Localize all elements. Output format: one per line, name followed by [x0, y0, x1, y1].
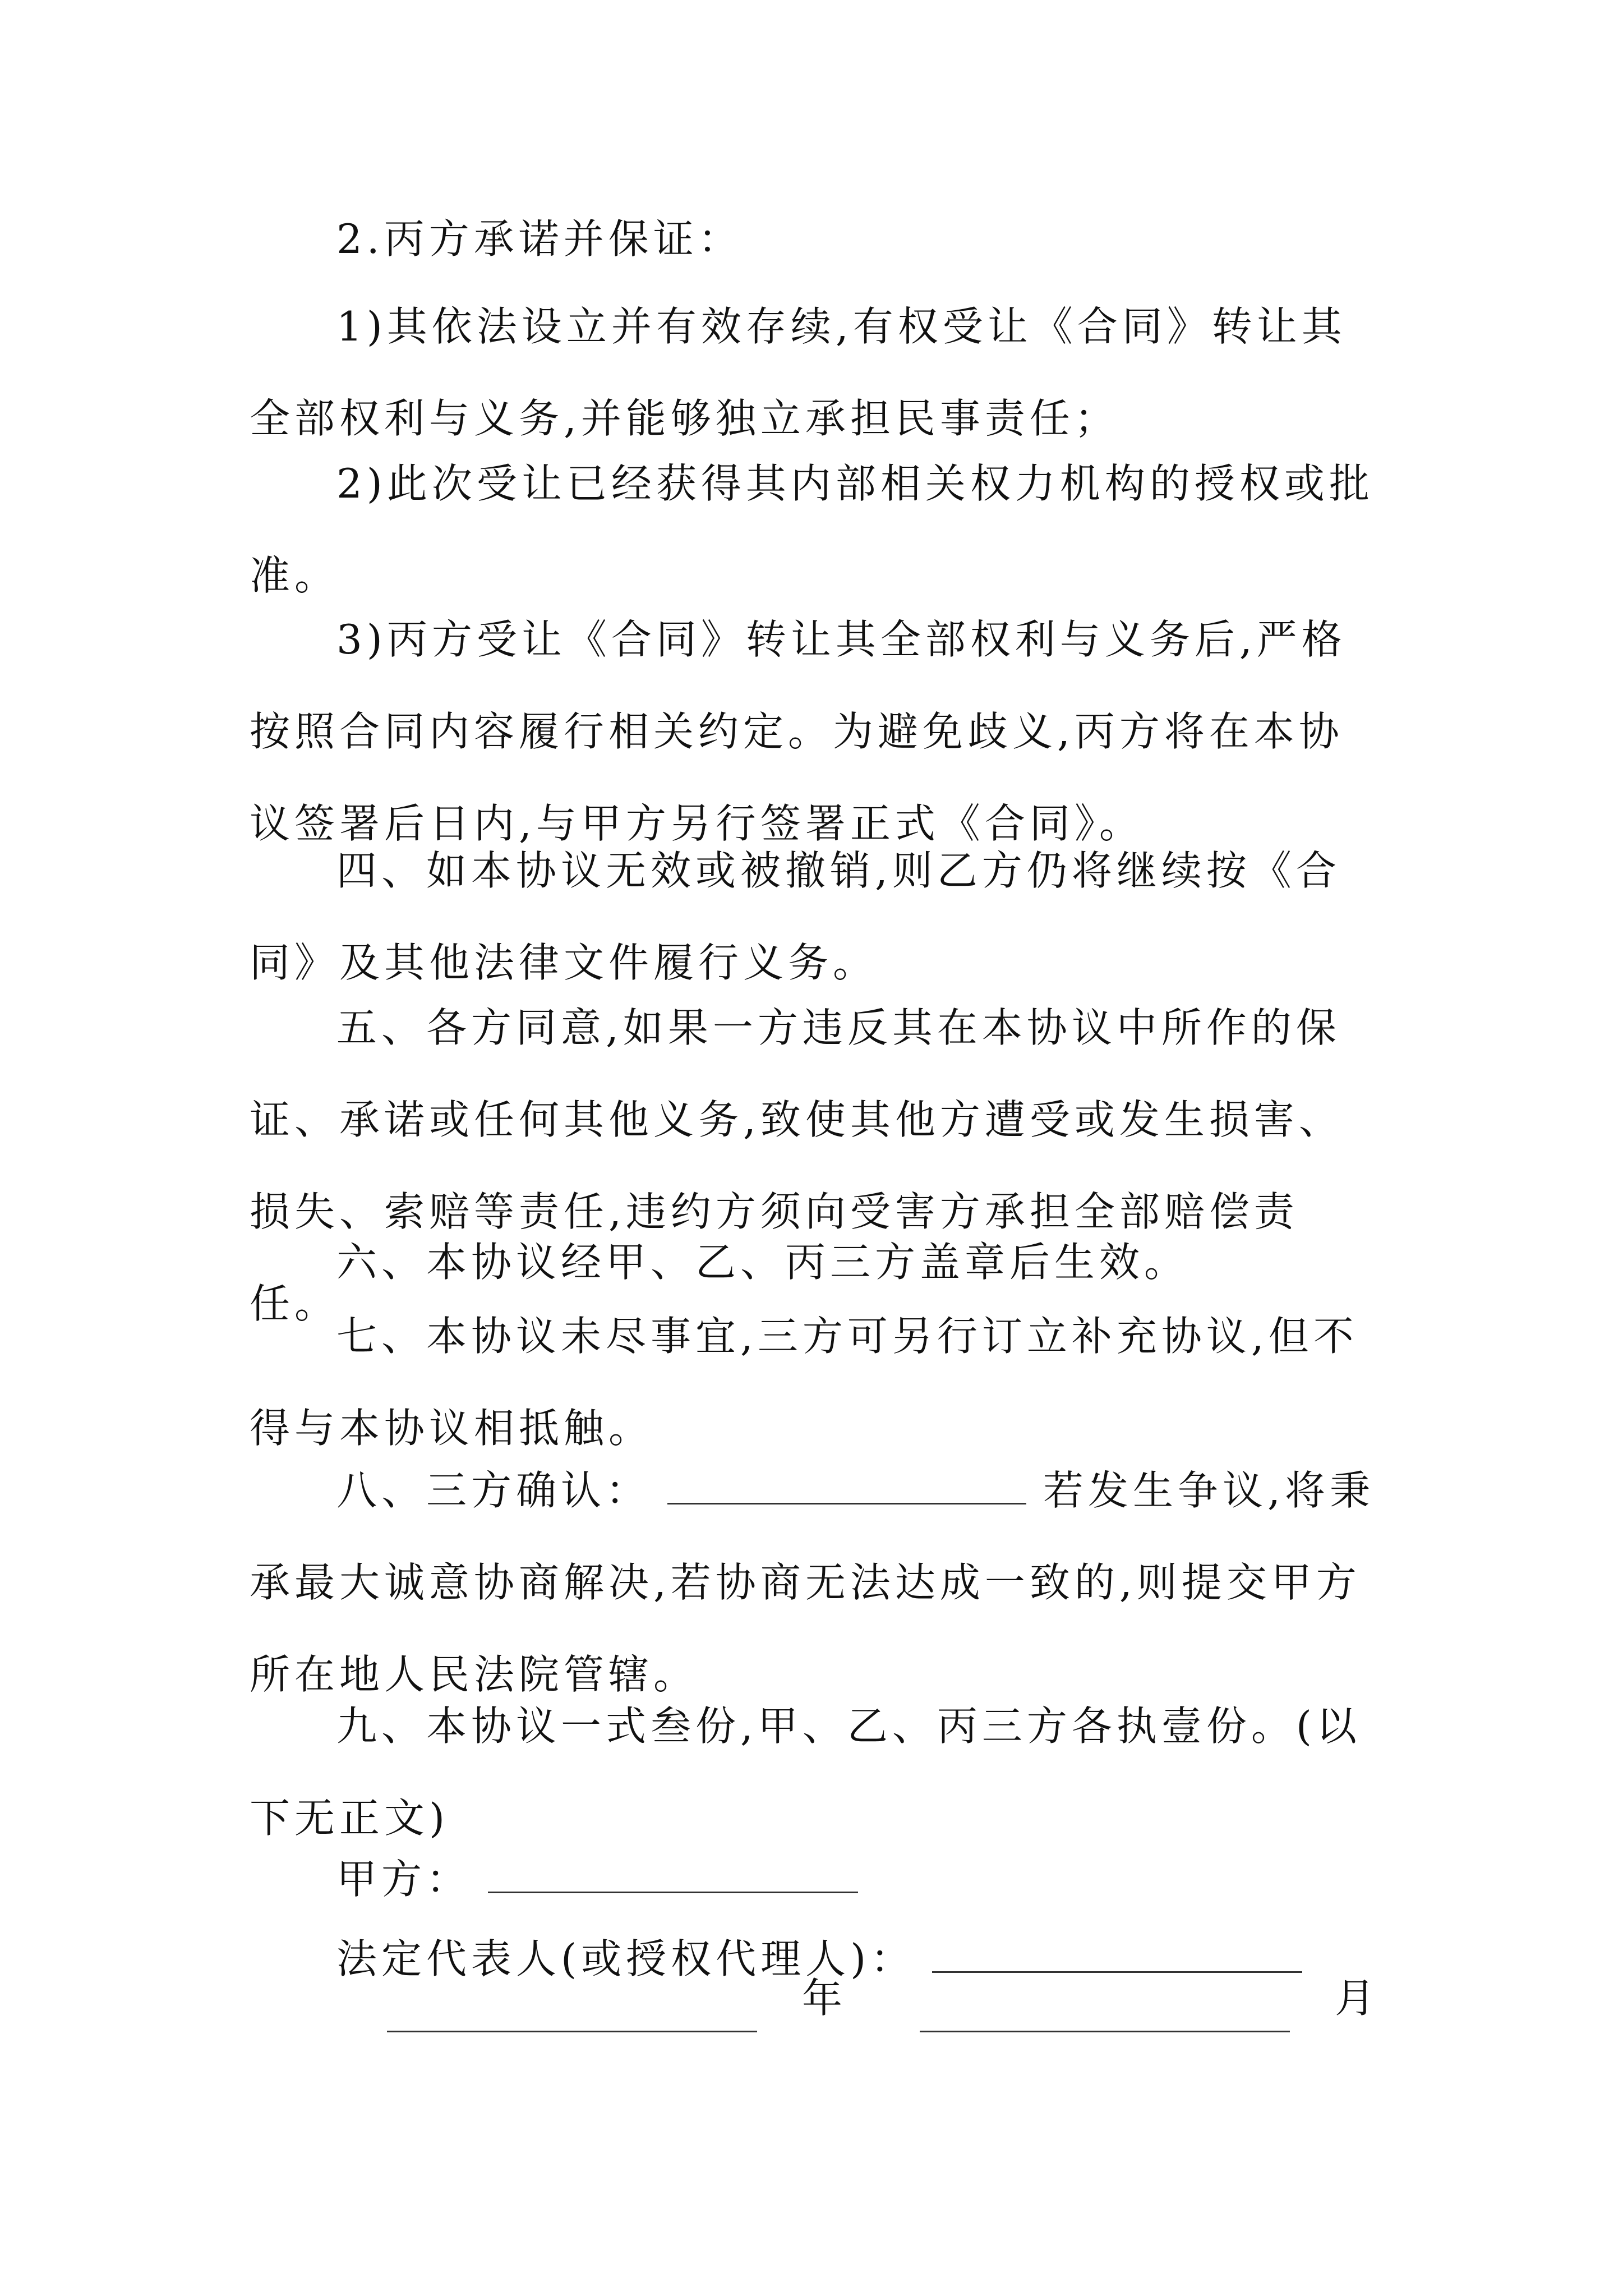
- clause-7: 七、本协议未尽事宜,三方可另行订立补充协议,但不得与本协议相抵触。: [250, 1313, 1358, 1452]
- clause-2-item-2: 2)此次受让已经获得其内部相关权力机构的授权或批准。: [250, 460, 1374, 599]
- clause-4: 四、如本协议无效或被撤销,则乙方仍将继续按《合同》及其他法律文件履行义务。: [250, 847, 1341, 986]
- legal-rep-blank[interactable]: [932, 1932, 1302, 1973]
- month-label: 月: [1335, 1975, 1380, 2022]
- legal-rep-label: 法定代表人(或授权代理人)：: [336, 1935, 916, 1982]
- clause-8-blank[interactable]: [667, 1464, 1026, 1504]
- party-a-blank[interactable]: [488, 1852, 858, 1893]
- party-a-label: 甲方：: [336, 1856, 472, 1903]
- clause-2-item-3: 3)丙方受让《合同》转让其全部权利与义务后,严格按照合同内容履行相关约定。为避免歧义,丙方将在本协议签署后日内,与甲方另行签署正式《合同》。: [250, 616, 1347, 847]
- clause-6: 六、本协议经甲、乙、丙三方盖章后生效。: [336, 1239, 1189, 1286]
- date-month-blank[interactable]: [920, 2031, 1290, 2032]
- clause-8-text: 若发生争议,将秉承最大诚意协商解决,若协商无法达成一致的,则提交甲方所在地人民法院管辖。: [250, 1467, 1375, 1698]
- clause-8-prefix: 八、三方确认：: [336, 1467, 651, 1514]
- clause-2-item-1: 1)其依法设立并有效存续,有权受让《合同》转让其全部权利与义务,并能够独立承担民事责任；: [250, 303, 1347, 442]
- clause-8: [250, 1444, 1382, 1720]
- clause-9: 九、本协议一式叁份,甲、乙、丙三方各执壹份。(以下无正文): [250, 1703, 1361, 1842]
- clause-5: 五、各方同意,如果一方违反其在本协议中所作的保证、承诺或任何其他义务,致使其他方遭受或发生损害、损失、索赔等责任,违约方须向受害方承担全部赔偿责任。: [250, 1004, 1344, 1327]
- party-a-line: [336, 1833, 858, 1925]
- year-label: 年: [802, 1975, 847, 2022]
- date-year-blank[interactable]: [387, 2031, 757, 2032]
- clause-2-heading: 2.丙方承诺并保证：: [336, 215, 743, 263]
